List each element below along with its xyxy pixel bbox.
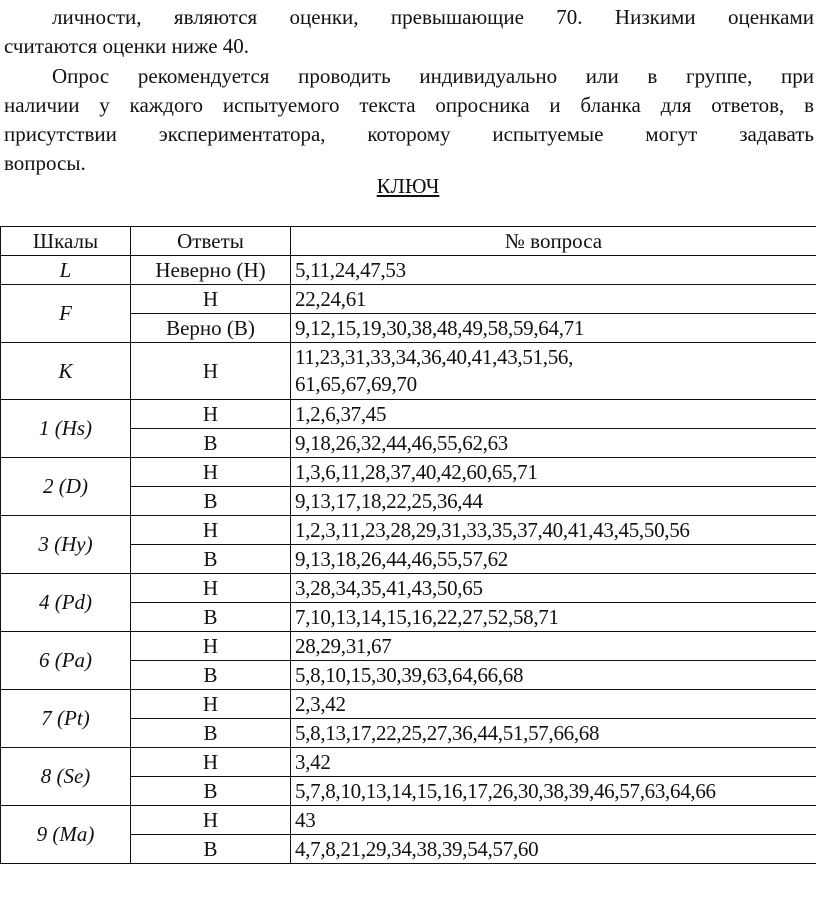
table-row	[1, 285, 816, 314]
answer-cell: Н	[131, 458, 291, 487]
answer-cell: Н	[131, 748, 291, 777]
questions-cell: 28,29,31,67	[291, 632, 816, 661]
questions-cell: 1,2,3,11,23,28,29,31,33,35,37,40,41,43,45,50,56	[291, 516, 816, 545]
key-heading-text: КЛЮЧ	[376, 174, 440, 198]
scale-cell: 9 (Ma)	[1, 806, 131, 864]
questions-line: 61,65,67,69,70	[295, 372, 417, 396]
table-row	[1, 690, 816, 719]
scale-cell: 6 (Pa)	[1, 632, 131, 690]
paragraph-2-line-4: вопросы.	[4, 151, 86, 175]
questions-cell: 7,10,13,14,15,16,22,27,52,58,71	[291, 603, 816, 632]
answer-cell: В	[131, 719, 291, 748]
scale-cell: 3 (Hy)	[1, 516, 131, 574]
paragraph-2-line-3: присутствии экспериментатора, которому испытуемые могут задавать	[4, 122, 814, 146]
scale-cell: L	[1, 256, 131, 285]
paragraph-2-line-2: наличии у каждого испытуемого текста опросника и бланка для ответов, в	[4, 93, 814, 117]
answer-cell: В	[131, 661, 291, 690]
questions-cell: 9,13,17,18,22,25,36,44	[291, 487, 816, 516]
questions-cell: 9,12,15,19,30,38,48,49,58,59,64,71	[291, 314, 816, 343]
questions-cell: 9,18,26,32,44,46,55,62,63	[291, 429, 816, 458]
header-scales: Шкалы	[1, 227, 131, 256]
questions-cell: 3,28,34,35,41,43,50,65	[291, 574, 816, 603]
scale-cell: 2 (D)	[1, 458, 131, 516]
questions-cell	[291, 343, 816, 400]
answer-cell: Н	[131, 574, 291, 603]
table-row	[1, 574, 816, 603]
questions-cell: 5,8,13,17,22,25,27,36,44,51,57,66,68	[291, 719, 816, 748]
answer-cell: Н	[131, 632, 291, 661]
questions-cell: 4,7,8,21,29,34,38,39,54,57,60	[291, 835, 816, 864]
table-row	[1, 516, 816, 545]
scale-cell: 4 (Pd)	[1, 574, 131, 632]
paragraph-1-line-1: личности, являются оценки, превышающие 70. Низкими оценками	[52, 5, 814, 29]
table-row	[1, 400, 816, 429]
header-question-numbers: № вопроса	[291, 227, 816, 256]
answer-cell: Н	[131, 285, 291, 314]
table-row	[1, 632, 816, 661]
key-heading	[0, 172, 816, 200]
scale-cell: K	[1, 343, 131, 400]
questions-cell: 1,3,6,11,28,37,40,42,60,65,71	[291, 458, 816, 487]
questions-cell: 5,7,8,10,13,14,15,16,17,26,30,38,39,46,57,63,64,66	[291, 777, 816, 806]
table-row	[1, 748, 816, 777]
answer-cell: Н	[131, 690, 291, 719]
table-row	[1, 256, 816, 285]
table-header-row	[1, 227, 816, 256]
questions-cell: 3,42	[291, 748, 816, 777]
questions-cell: 9,13,18,26,44,46,55,57,62	[291, 545, 816, 574]
answer-cell: В	[131, 487, 291, 516]
questions-cell: 1,2,6,37,45	[291, 400, 816, 429]
questions-cell: 43	[291, 806, 816, 835]
header-answers: Ответы	[131, 227, 291, 256]
questions-cell: 22,24,61	[291, 285, 816, 314]
paragraph-2-line-1: Опрос рекомендуется проводить индивидуально или в группе, при	[52, 64, 814, 88]
table-row	[1, 806, 816, 835]
scale-cell: F	[1, 285, 131, 343]
answer-cell: Верно (В)	[131, 314, 291, 343]
scale-cell: 7 (Pt)	[1, 690, 131, 748]
answer-cell: Н	[131, 516, 291, 545]
questions-cell: 5,11,24,47,53	[291, 256, 816, 285]
scale-cell: 1 (Hs)	[1, 400, 131, 458]
table-row	[1, 458, 816, 487]
answer-cell: В	[131, 777, 291, 806]
answer-cell: В	[131, 835, 291, 864]
answer-cell: Н	[131, 343, 291, 400]
paragraph-1-line-2: считаются оценки ниже 40.	[4, 34, 250, 58]
answer-cell: Н	[131, 400, 291, 429]
questions-cell: 5,8,10,15,30,39,63,64,66,68	[291, 661, 816, 690]
answer-cell: В	[131, 429, 291, 458]
scale-cell: 8 (Se)	[1, 748, 131, 806]
key-table	[0, 226, 816, 864]
answer-cell: Неверно (Н)	[131, 256, 291, 285]
answer-cell: В	[131, 603, 291, 632]
questions-line: 11,23,31,33,34,36,40,41,43,51,56,	[295, 345, 574, 369]
questions-cell: 2,3,42	[291, 690, 816, 719]
answer-cell: Н	[131, 806, 291, 835]
table-row	[1, 343, 816, 400]
answer-cell: В	[131, 545, 291, 574]
